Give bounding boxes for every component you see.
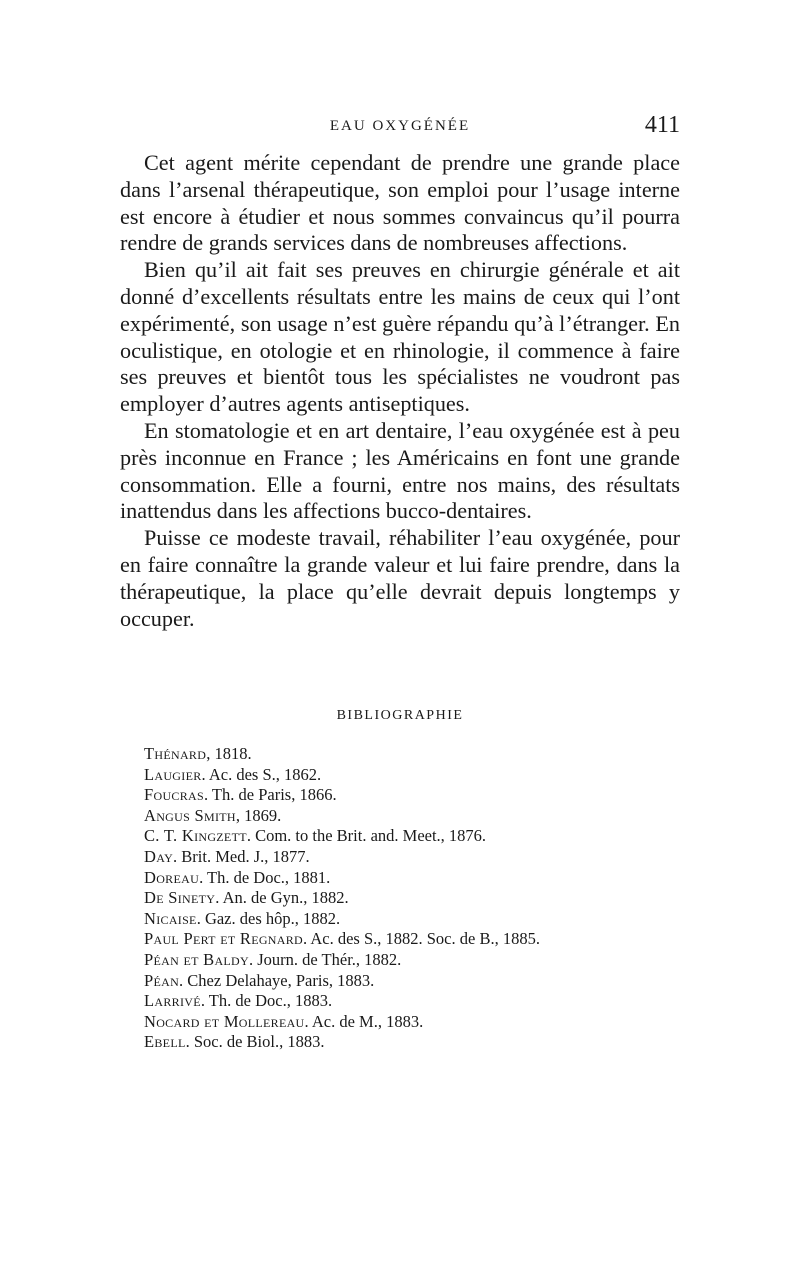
paragraph: Cet agent mérite cependant de prendre une grande place dans l’arsenal thérapeutique, son emploi pour l’usage interne est encore à étudier et nous sommes convaincus qu’il pourra rendre de grands services dans de nombreuses affections. bbox=[120, 150, 680, 256]
bibliography-entry bbox=[144, 991, 664, 1012]
entry-reference: . Ac. des S., 1862. bbox=[201, 764, 322, 784]
bibliography-entry bbox=[144, 826, 664, 847]
entry-reference: . Gaz. des hôp., 1882. bbox=[196, 908, 341, 928]
entry-reference: . Ac. des S., 1882. Soc. de B., 1885. bbox=[303, 929, 540, 949]
entry-author: Doreau bbox=[144, 867, 200, 887]
bibliography-entry bbox=[144, 785, 664, 806]
entry-reference: . Chez Delahaye, Paris, 1883. bbox=[179, 970, 375, 990]
entry-author: Nicaise bbox=[144, 908, 197, 928]
entry-author: De Sinety bbox=[144, 888, 216, 908]
bibliography-entry bbox=[144, 806, 664, 827]
bibliography-entry bbox=[144, 950, 664, 971]
bibliography-entry bbox=[144, 765, 664, 786]
entry-author: C. T. Kingzett bbox=[144, 826, 247, 846]
body-text bbox=[120, 150, 680, 632]
entry-reference: , 1869. bbox=[235, 805, 282, 825]
bibliography-entry bbox=[144, 744, 664, 765]
entry-reference: , 1818. bbox=[206, 744, 252, 763]
entry-author: Angus Smith bbox=[144, 805, 236, 825]
entry-reference: . Th. de Doc., 1883. bbox=[200, 991, 333, 1011]
entry-author: Foucras bbox=[144, 785, 204, 805]
entry-reference: . Th. de Doc., 1881. bbox=[199, 867, 331, 887]
bibliography-entry bbox=[144, 971, 664, 992]
bibliography-entry bbox=[144, 868, 664, 889]
bibliography-heading: BIBLIOGRAPHIE bbox=[336, 708, 464, 723]
bibliography-entry bbox=[144, 888, 664, 909]
bibliography-list bbox=[144, 744, 664, 1053]
bibliography-entry bbox=[144, 929, 664, 950]
page-number: 411 bbox=[644, 112, 680, 138]
entry-reference: . Brit. Med. J., 1877. bbox=[173, 846, 310, 866]
entry-author: Paul Pert et Regnard bbox=[144, 929, 303, 949]
entry-author: Péan et Baldy bbox=[144, 949, 249, 969]
entry-author: Day bbox=[144, 846, 174, 866]
entry-author: Ebell bbox=[144, 1032, 186, 1052]
entry-author: Thénard bbox=[144, 744, 207, 763]
entry-reference: . Th. de Paris, 1866. bbox=[203, 785, 337, 805]
entry-reference: . Soc. de Biol., 1883. bbox=[185, 1032, 325, 1052]
entry-author: Péan bbox=[144, 970, 180, 990]
paragraph: Bien qu’il ait fait ses preuves en chirurgie générale et ait donné d’excellents résultats entre les mains de ceux qui l’ont expérimenté, son usage n’est guère répandu qu’à l’étranger. En oculistique, en otologie et en rhinologie, il commence à faire ses preuves et bientôt tous les spécialistes ne voudront pas employer d’autres agents antiseptiques. bbox=[120, 257, 680, 417]
running-head bbox=[120, 112, 680, 142]
entry-author: Larrivé bbox=[144, 991, 201, 1011]
paragraph: Puisse ce modeste travail, réhabiliter l’eau oxygénée, pour en faire connaître la grande valeur et lui faire prendre, dans la thérapeutique, la place qu’elle devrait depuis longtemps y occuper. bbox=[120, 525, 680, 631]
bibliography-entry bbox=[144, 847, 664, 868]
entry-reference: . An. de Gyn., 1882. bbox=[215, 888, 349, 908]
entry-author: Nocard et Mollereau bbox=[144, 1011, 305, 1031]
entry-author: Laugier bbox=[144, 764, 202, 784]
entry-reference: . Com. to the Brit. and. Meet., 1876. bbox=[246, 826, 487, 846]
paragraph: En stomatologie et en art dentaire, l’eau oxygénée est à peu près inconnue en France ; les Américains en font une grande consommation. Elle a fourni, entre nos mains, des résultats inattendus dans les affections bucco-dentaires. bbox=[120, 417, 680, 524]
bibliography-entry bbox=[144, 909, 664, 930]
running-title: EAU OXYGÉNÉE bbox=[329, 118, 471, 134]
entry-reference: . Ac. de M., 1883. bbox=[304, 1011, 424, 1031]
bibliography-entry bbox=[144, 1012, 664, 1033]
bibliography-entry bbox=[144, 1032, 664, 1053]
entry-reference: . Journ. de Thér., 1882. bbox=[248, 949, 402, 969]
